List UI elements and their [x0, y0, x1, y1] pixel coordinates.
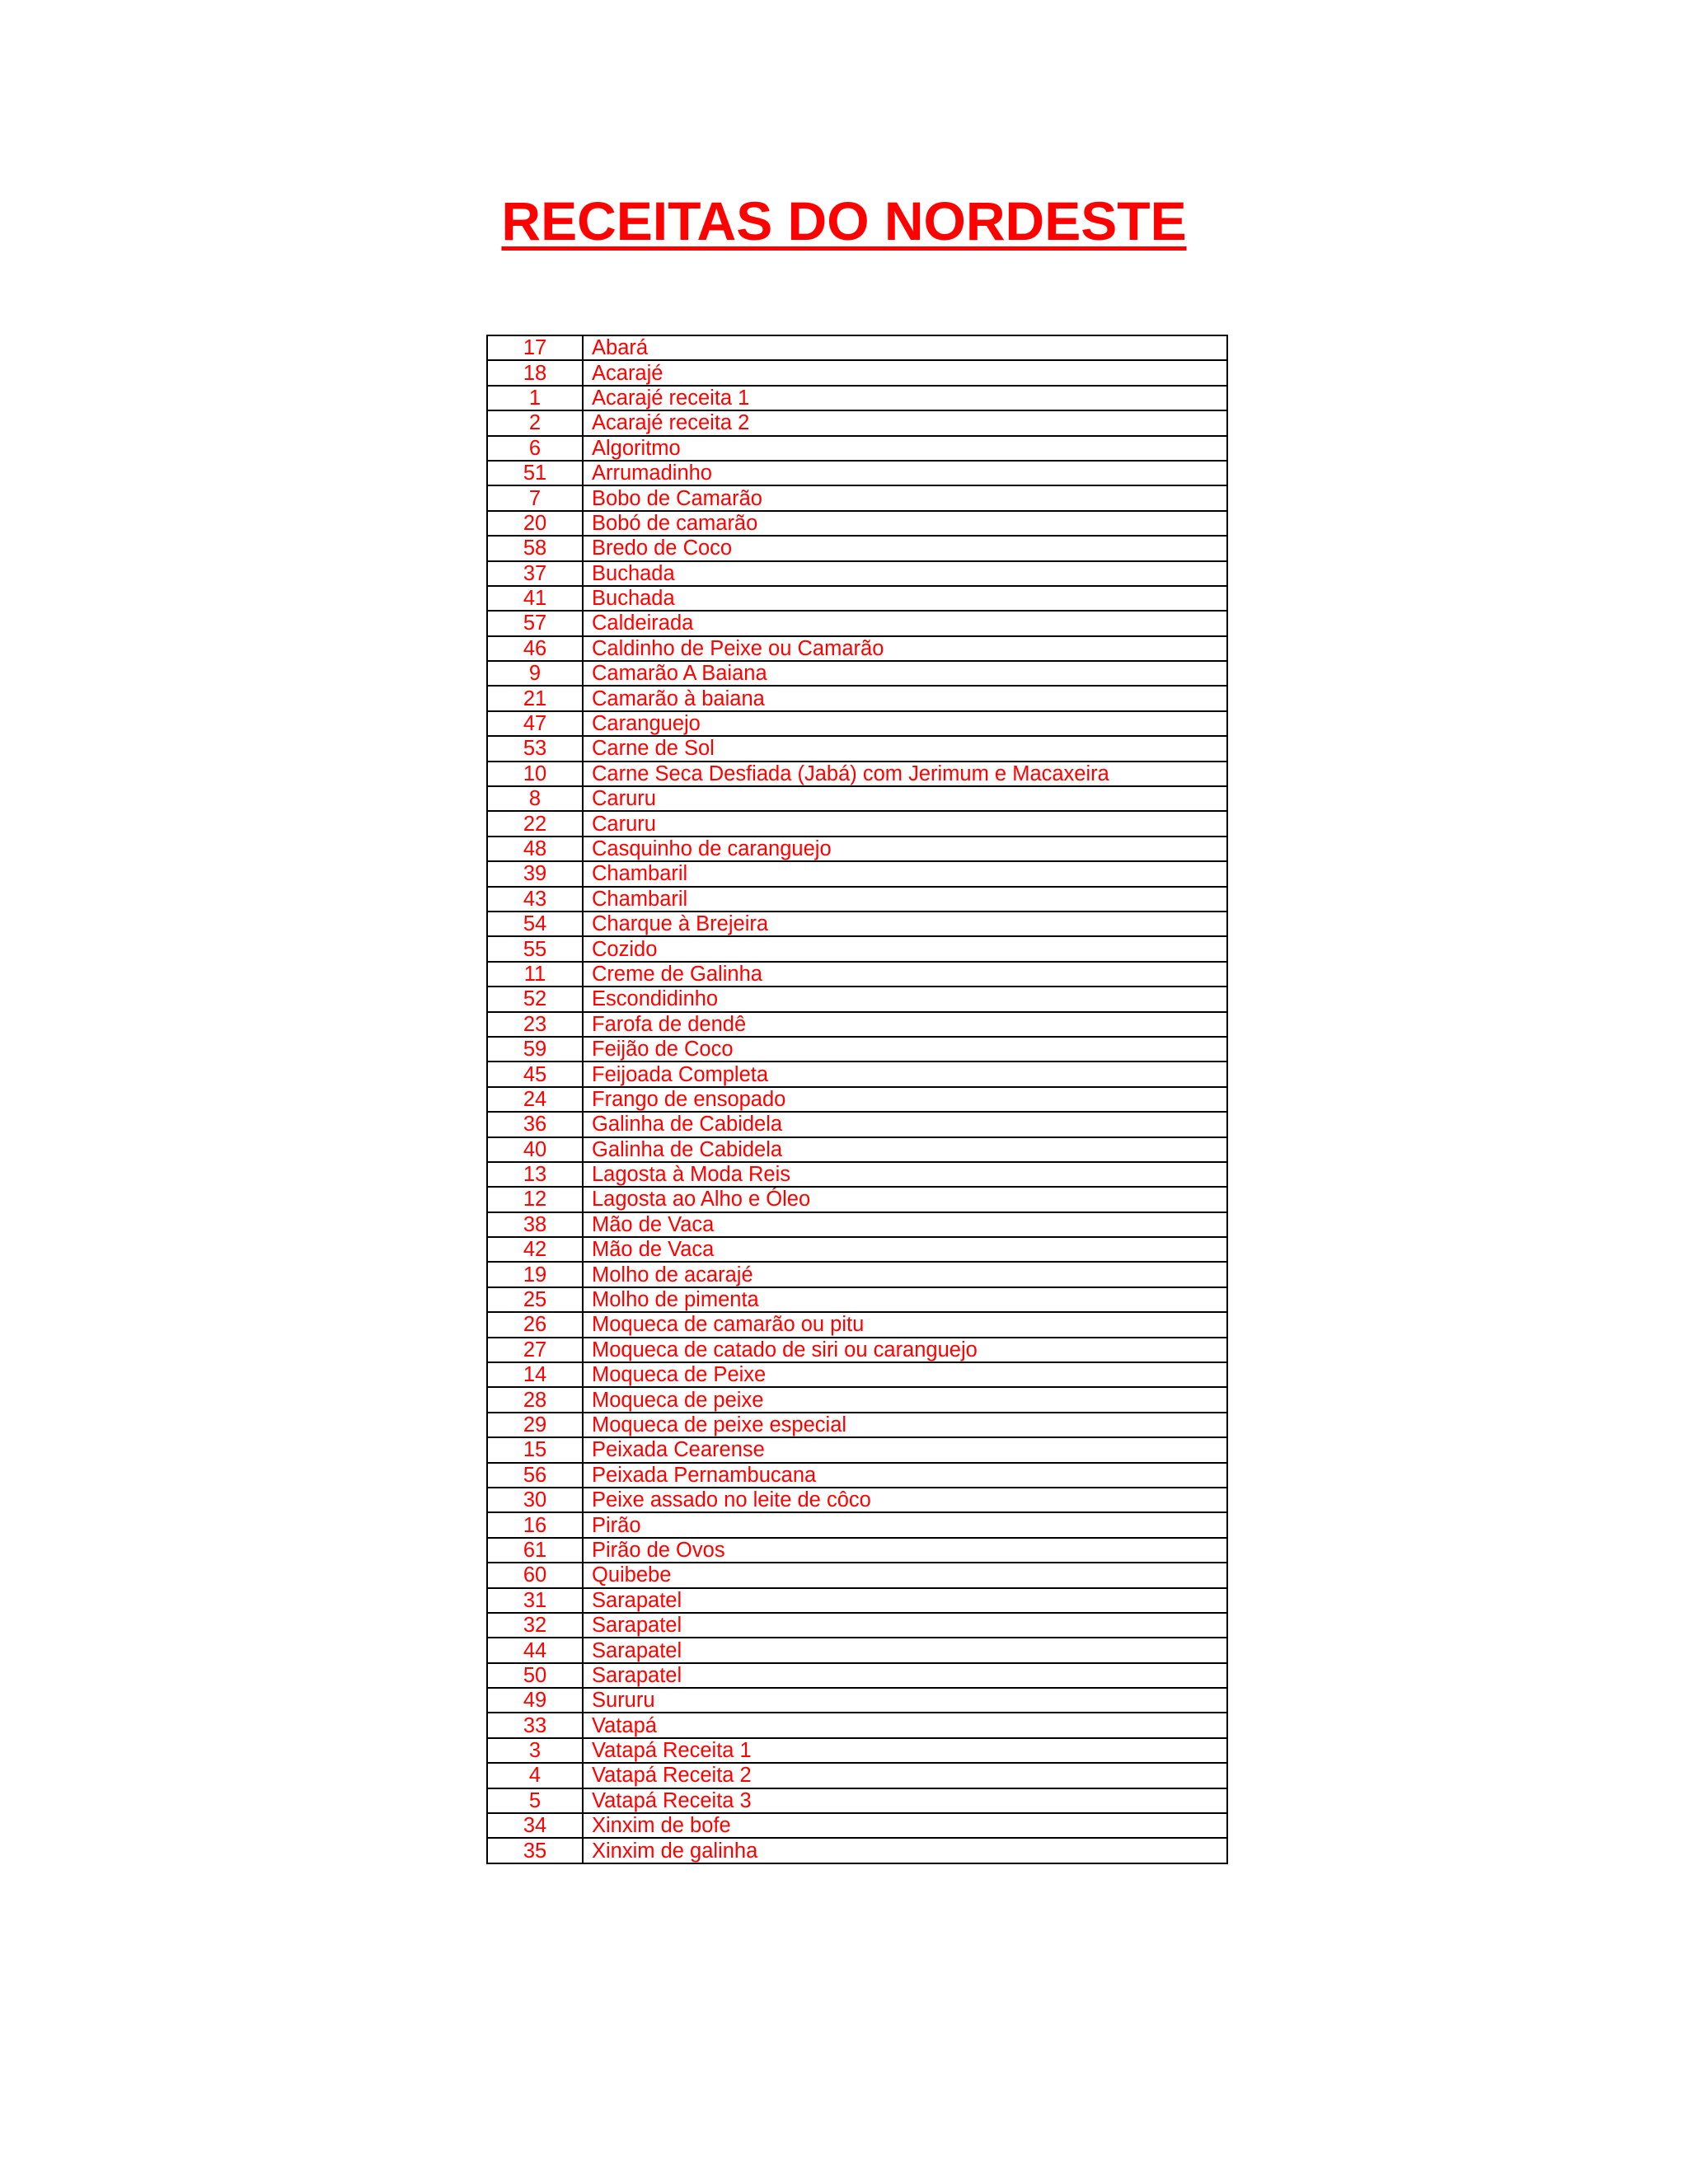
table-row: [487, 1062, 1227, 1086]
table-row: [487, 1287, 1227, 1312]
recipe-number: 37: [487, 561, 583, 586]
table-row: [487, 1813, 1227, 1838]
recipe-name: Bredo de Coco: [583, 536, 1227, 560]
recipe-name: Frango de ensopado: [583, 1087, 1227, 1112]
table-row: [487, 1688, 1227, 1713]
recipe-name: Sarapatel: [583, 1588, 1227, 1613]
table-row: [487, 962, 1227, 987]
recipe-name: Creme de Galinha: [583, 962, 1227, 987]
recipe-number: 14: [487, 1362, 583, 1387]
recipe-number: 39: [487, 861, 583, 886]
recipe-name: Sarapatel: [583, 1613, 1227, 1638]
table-row: [487, 1162, 1227, 1187]
recipe-name: Mão de Vaca: [583, 1212, 1227, 1237]
recipe-name: Galinha de Cabidela: [583, 1137, 1227, 1162]
recipe-name: Peixada Pernambucana: [583, 1463, 1227, 1488]
recipe-number: 26: [487, 1312, 583, 1337]
table-row: [487, 1237, 1227, 1262]
recipe-number: 25: [487, 1287, 583, 1312]
recipe-name: Sururu: [583, 1688, 1227, 1713]
recipe-name: Caldinho de Peixe ou Camarão: [583, 636, 1227, 661]
recipe-number: 35: [487, 1838, 583, 1863]
recipe-number: 22: [487, 811, 583, 836]
table-row: [487, 1212, 1227, 1237]
recipe-number: 43: [487, 887, 583, 912]
recipe-name: Vatapá Receita 2: [583, 1763, 1227, 1788]
recipe-name: Moqueca de peixe: [583, 1387, 1227, 1412]
recipe-number: 27: [487, 1338, 583, 1362]
table-row: [487, 661, 1227, 686]
recipe-name: Xinxim de bofe: [583, 1813, 1227, 1838]
recipe-name: Caruru: [583, 786, 1227, 811]
recipe-name: Charque à Brejeira: [583, 912, 1227, 936]
recipe-name: Peixada Cearense: [583, 1437, 1227, 1462]
recipe-number: 38: [487, 1212, 583, 1237]
table-row: [487, 987, 1227, 1011]
table-row: [487, 1538, 1227, 1563]
table-row: [487, 561, 1227, 586]
recipe-name: Buchada: [583, 586, 1227, 611]
recipe-number: 8: [487, 786, 583, 811]
recipe-name: Algoritmo: [583, 436, 1227, 461]
recipe-name: Moqueca de catado de siri ou caranguejo: [583, 1338, 1227, 1362]
recipe-name: Farofa de dendê: [583, 1012, 1227, 1037]
recipe-name: Lagosta ao Alho e Óleo: [583, 1187, 1227, 1212]
table-row: [487, 1387, 1227, 1412]
recipe-name: Moqueca de peixe especial: [583, 1413, 1227, 1437]
recipe-name: Vatapá: [583, 1713, 1227, 1737]
recipe-number: 55: [487, 936, 583, 961]
recipe-number: 21: [487, 686, 583, 710]
table-row: [487, 1262, 1227, 1286]
table-row: [487, 711, 1227, 736]
recipe-number: 9: [487, 661, 583, 686]
recipe-number: 33: [487, 1713, 583, 1737]
recipe-number: 45: [487, 1062, 583, 1086]
table-row: [487, 912, 1227, 936]
table-row: [487, 936, 1227, 961]
table-row: [487, 485, 1227, 510]
table-row: [487, 1488, 1227, 1512]
recipe-table-body: [487, 335, 1227, 1863]
recipe-name: Buchada: [583, 561, 1227, 586]
recipe-number: 2: [487, 410, 583, 435]
table-row: [487, 1437, 1227, 1462]
recipe-number: 19: [487, 1262, 583, 1286]
recipe-number: 40: [487, 1137, 583, 1162]
recipe-name: Feijoada Completa: [583, 1062, 1227, 1086]
table-row: [487, 436, 1227, 461]
recipe-table: [486, 335, 1228, 1864]
recipe-name: Quibebe: [583, 1563, 1227, 1587]
recipe-name: Acarajé receita 1: [583, 386, 1227, 410]
table-row: [487, 786, 1227, 811]
table-row: [487, 1638, 1227, 1662]
table-row: [487, 1037, 1227, 1062]
table-row: [487, 536, 1227, 560]
recipe-number: 20: [487, 511, 583, 536]
table-row: [487, 1012, 1227, 1037]
recipe-name: Chambaril: [583, 861, 1227, 886]
table-row: [487, 1112, 1227, 1137]
table-row: [487, 1087, 1227, 1112]
recipe-number: 54: [487, 912, 583, 936]
table-row: [487, 837, 1227, 861]
recipe-number: 11: [487, 962, 583, 987]
recipe-number: 16: [487, 1512, 583, 1537]
table-row: [487, 1613, 1227, 1638]
recipe-name: Cozido: [583, 936, 1227, 961]
table-row: [487, 386, 1227, 410]
recipe-number: 18: [487, 360, 583, 385]
recipe-name: Acarajé: [583, 360, 1227, 385]
recipe-number: 4: [487, 1763, 583, 1788]
recipe-name: Molho de acarajé: [583, 1262, 1227, 1286]
recipe-name: Pirão: [583, 1512, 1227, 1537]
table-row: [487, 736, 1227, 761]
table-row: [487, 1413, 1227, 1437]
recipe-number: 47: [487, 711, 583, 736]
table-row: [487, 1187, 1227, 1212]
recipe-name: Caranguejo: [583, 711, 1227, 736]
recipe-name: Peixe assado no leite de côco: [583, 1488, 1227, 1512]
recipe-number: 53: [487, 736, 583, 761]
recipe-name: Bobó de camarão: [583, 511, 1227, 536]
recipe-name: Mão de Vaca: [583, 1237, 1227, 1262]
table-row: [487, 811, 1227, 836]
recipe-number: 36: [487, 1112, 583, 1137]
recipe-number: 31: [487, 1588, 583, 1613]
table-row: [487, 511, 1227, 536]
recipe-name: Casquinho de caranguejo: [583, 837, 1227, 861]
table-row: [487, 410, 1227, 435]
table-row: [487, 762, 1227, 786]
table-row: [487, 686, 1227, 710]
recipe-name: Lagosta à Moda Reis: [583, 1162, 1227, 1187]
table-row: [487, 1512, 1227, 1537]
recipe-number: 17: [487, 335, 583, 360]
table-row: [487, 461, 1227, 485]
table-row: [487, 1838, 1227, 1863]
recipe-name: Camarão à baiana: [583, 686, 1227, 710]
table-row: [487, 1763, 1227, 1788]
recipe-number: 41: [487, 586, 583, 611]
recipe-number: 42: [487, 1237, 583, 1262]
recipe-number: 61: [487, 1538, 583, 1563]
recipe-number: 34: [487, 1813, 583, 1838]
table-row: [487, 1338, 1227, 1362]
recipe-number: 59: [487, 1037, 583, 1062]
recipe-name: Carne de Sol: [583, 736, 1227, 761]
recipe-name: Sarapatel: [583, 1638, 1227, 1662]
table-row: [487, 586, 1227, 611]
table-row: [487, 1137, 1227, 1162]
recipe-number: 12: [487, 1187, 583, 1212]
recipe-number: 30: [487, 1488, 583, 1512]
recipe-name: Moqueca de camarão ou pitu: [583, 1312, 1227, 1337]
recipe-name: Vatapá Receita 1: [583, 1738, 1227, 1763]
table-row: [487, 1738, 1227, 1763]
recipe-name: Acarajé receita 2: [583, 410, 1227, 435]
recipe-number: 57: [487, 611, 583, 635]
recipe-number: 24: [487, 1087, 583, 1112]
table-row: [487, 1463, 1227, 1488]
table-row: [487, 861, 1227, 886]
recipe-number: 3: [487, 1738, 583, 1763]
recipe-number: 50: [487, 1663, 583, 1688]
recipe-name: Moqueca de Peixe: [583, 1362, 1227, 1387]
recipe-number: 51: [487, 461, 583, 485]
recipe-number: 60: [487, 1563, 583, 1587]
recipe-number: 28: [487, 1387, 583, 1412]
table-row: [487, 1713, 1227, 1737]
recipe-number: 7: [487, 485, 583, 510]
recipe-name: Pirão de Ovos: [583, 1538, 1227, 1563]
recipe-name: Caldeirada: [583, 611, 1227, 635]
recipe-number: 29: [487, 1413, 583, 1437]
recipe-name: Feijão de Coco: [583, 1037, 1227, 1062]
recipe-name: Abará: [583, 335, 1227, 360]
table-row: [487, 611, 1227, 635]
recipe-name: Escondidinho: [583, 987, 1227, 1011]
recipe-name: Vatapá Receita 3: [583, 1788, 1227, 1813]
recipe-number: 49: [487, 1688, 583, 1713]
recipe-number: 15: [487, 1437, 583, 1462]
table-row: [487, 1312, 1227, 1337]
recipe-name: Molho de pimenta: [583, 1287, 1227, 1312]
recipe-name: Chambaril: [583, 887, 1227, 912]
table-row: [487, 1663, 1227, 1688]
recipe-number: 6: [487, 436, 583, 461]
table-row: [487, 335, 1227, 360]
page-title: RECEITAS DO NORDESTE: [501, 190, 1187, 251]
recipe-number: 5: [487, 1788, 583, 1813]
recipe-number: 13: [487, 1162, 583, 1187]
table-row: [487, 1788, 1227, 1813]
table-row: [487, 1588, 1227, 1613]
recipe-name: Carne Seca Desfiada (Jabá) com Jerimum e Macaxeira: [583, 762, 1227, 786]
recipe-number: 46: [487, 636, 583, 661]
recipe-number: 58: [487, 536, 583, 560]
table-row: [487, 1563, 1227, 1587]
recipe-name: Galinha de Cabidela: [583, 1112, 1227, 1137]
recipe-name: Bobo de Camarão: [583, 485, 1227, 510]
table-row: [487, 887, 1227, 912]
recipe-name: Sarapatel: [583, 1663, 1227, 1688]
recipe-number: 10: [487, 762, 583, 786]
recipe-name: Caruru: [583, 811, 1227, 836]
recipe-name: Camarão A Baiana: [583, 661, 1227, 686]
recipe-number: 44: [487, 1638, 583, 1662]
recipe-name: Xinxim de galinha: [583, 1838, 1227, 1863]
recipe-number: 52: [487, 987, 583, 1011]
recipe-number: 1: [487, 386, 583, 410]
table-row: [487, 360, 1227, 385]
table-row: [487, 1362, 1227, 1387]
recipe-number: 32: [487, 1613, 583, 1638]
recipe-name: Arrumadinho: [583, 461, 1227, 485]
recipe-number: 48: [487, 837, 583, 861]
recipe-number: 23: [487, 1012, 583, 1037]
table-row: [487, 636, 1227, 661]
recipe-number: 56: [487, 1463, 583, 1488]
